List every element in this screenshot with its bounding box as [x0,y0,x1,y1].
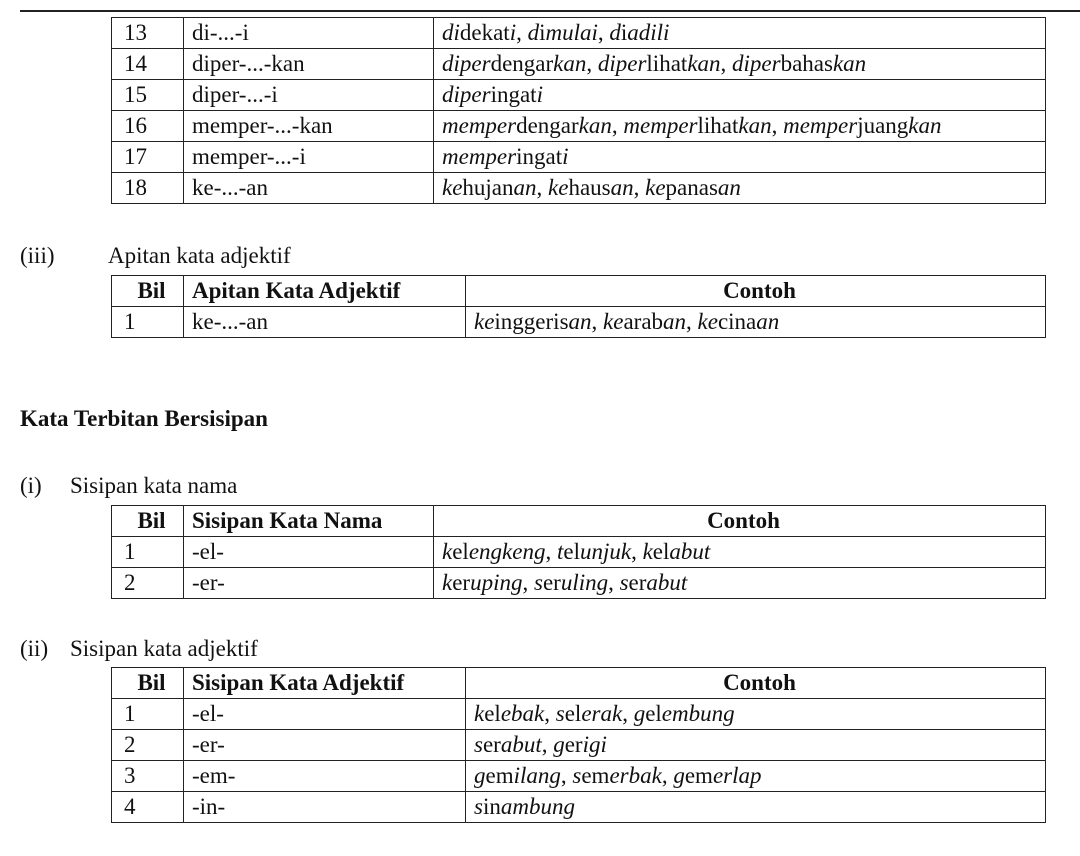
adjective-circumfix-table [111,275,1046,338]
row-affix: -er- [184,568,434,599]
word-root: arab [623,309,664,334]
word-affix-segment: an [568,309,592,334]
example-word [474,794,575,819]
header-affix: Sisipan Kata Nama [184,506,434,537]
row-number: 2 [112,568,184,599]
section-title-noun-infix: Sisipan kata nama [70,473,238,498]
example-word [474,309,592,334]
word-affix-segment: t [556,539,564,564]
example-word [556,701,622,726]
table-row [112,537,1046,568]
word-affix-segment: g [553,732,565,757]
row-affix: ke-...-an [184,173,434,204]
noun-infix-table [111,505,1046,599]
word-affix-segment: adili [627,20,670,45]
word-affix-segment: an [513,175,537,200]
word-affix-segment: memper [783,113,858,138]
word-affix-segment: engkeng [468,539,546,564]
example-word [609,20,669,45]
row-number: 2 [112,730,184,761]
row-number: 1 [112,537,184,568]
table-header-row [112,668,1046,699]
word-affix-segment: memper [623,113,698,138]
section-title-adjective-circumfix: Apitan kata adjektif [108,243,291,268]
row-affix: ke-...-an [184,307,466,338]
table-row [112,568,1046,599]
row-affix: diper-...-kan [184,49,434,80]
row-affix: -er- [184,730,466,761]
word-affix-segment: embung [661,701,735,726]
row-affix: -em- [184,761,466,792]
word-root: el [452,539,469,564]
word-root: panas [665,175,718,200]
word-affix-segment: diper [442,82,491,107]
word-affix-segment: kan [832,51,867,76]
word-affix-segment: ke [697,309,718,334]
word-affix-segment: g [474,763,486,788]
word-affix-segment: k [442,570,453,595]
example-word [673,763,761,788]
word-affix-segment: diper [732,51,781,76]
table-row [112,18,1046,49]
row-number: 4 [112,792,184,823]
word-affix-segment: d [609,20,621,45]
word-affix-segment: ambung [500,794,575,819]
section-title-adjective-infix: Sisipan kata adjektif [70,636,258,661]
example-word [442,82,543,107]
word-root: i [539,20,546,45]
example-word [783,113,941,138]
row-number: 1 [112,307,184,338]
word-root: er [542,570,561,595]
word-affix-segment: ke [603,309,624,334]
word-root: lihat [697,113,739,138]
word-affix-segment: kan [908,113,942,138]
row-examples [434,80,1046,111]
word-affix-segment: memper [442,113,517,138]
header-examples: Contoh [466,276,1046,307]
example-word [553,732,607,757]
word-affix-segment: s [474,732,483,757]
row-number: 16 [112,111,184,142]
example-word [442,113,612,138]
word-affix-segment: i [536,82,543,107]
row-affix: -el- [184,537,434,568]
word-affix-segment: s [572,763,582,788]
row-examples: memperdengarkan, memperlihatkan, memperjuangkan [434,111,1046,142]
word-affix-segment: s [555,701,565,726]
row-affix: diper-...-i [184,80,434,111]
example-word [603,309,686,334]
table-row [112,49,1046,80]
example-word [623,113,771,138]
word-affix-segment: abut [646,570,688,595]
word-affix-segment: s [533,570,543,595]
verb-circumfix-table [111,17,1046,204]
word-root: juang [857,113,909,138]
example-word [598,51,721,76]
word-affix-segment: diper [597,51,647,76]
word-affix-segment: an [663,309,687,334]
row-examples: keruping, seruling, serabut [434,568,1046,599]
row-affix: -in- [184,792,466,823]
row-affix: di-...-i [184,18,434,49]
row-examples: serabut, gerigi [466,730,1046,761]
row-number: 1 [112,699,184,730]
table-header-row [112,276,1046,307]
table-row [112,699,1046,730]
section-marker-iii: (iii) [20,243,55,268]
adjective-infix-table [111,667,1046,823]
word-root: er [564,732,583,757]
word-root: el [484,701,501,726]
word-root: lihat [646,51,688,76]
word-root: ingat [516,144,563,169]
example-word [643,539,711,564]
section-heading: Kata Terbitan Bersisipan [20,406,268,431]
table-row [112,111,1046,142]
word-affix-segment: i [562,144,569,169]
example-word [548,175,634,200]
word-affix-segment: an [610,175,634,200]
row-number: 3 [112,761,184,792]
word-root: inggeris [494,309,569,334]
header-bil: Bil [112,506,184,537]
word-affix-segment: kan [553,51,587,76]
word-affix-segment: k [442,539,453,564]
header-bil: Bil [112,668,184,699]
example-word [557,539,631,564]
word-root: er [482,732,501,757]
example-word [572,763,661,788]
word-affix-segment: ebak [500,701,545,726]
word-affix-segment: i [509,20,517,45]
example-word [528,20,598,45]
row-affix: memper-...-kan [184,111,434,142]
word-affix-segment: memper [442,144,517,169]
table-row [112,792,1046,823]
table-row [112,761,1046,792]
word-root: er [628,570,647,595]
row-number: 15 [112,80,184,111]
example-word [442,570,522,595]
word-root: em [485,763,514,788]
row-examples: gemilang, semerbak, gemerlap [466,761,1046,792]
word-affix-segment: ke [442,175,463,200]
row-examples [466,792,1046,823]
word-affix-segment: erlap [712,763,762,788]
word-affix-segment: ilang [513,763,561,788]
example-word [474,701,544,726]
table-row [112,173,1046,204]
section-marker-ii: (ii) [20,636,49,661]
word-root: em [581,763,610,788]
example-word [645,175,741,200]
top-rule [20,10,1080,12]
word-affix-segment: diper [442,51,491,76]
header-bil: Bil [112,276,184,307]
word-root: dekat [459,20,510,45]
row-examples [434,142,1046,173]
row-examples: didekati, dimulai, diadili [434,18,1046,49]
table-header-row [112,506,1046,537]
word-affix-segment: k [642,539,653,564]
word-root: em [684,763,713,788]
word-root: hujan [462,175,514,200]
word-root: el [564,701,582,726]
row-number: 17 [112,142,184,173]
word-affix-segment: unjuk [579,539,632,564]
row-number: 14 [112,49,184,80]
header-affix: Apitan Kata Adjektif [184,276,466,307]
word-affix-segment: kan [578,113,612,138]
example-word [698,309,780,334]
example-word [732,51,866,76]
word-root: dengar [516,113,579,138]
word-affix-segment: g [673,763,685,788]
word-root: cina [717,309,757,334]
header-affix: Sisipan Kata Adjektif [184,668,466,699]
table-row [112,80,1046,111]
word-root: haus [568,175,611,200]
example-word [442,20,516,45]
word-root: el [645,701,662,726]
example-word [634,701,735,726]
table-row [112,142,1046,173]
row-affix: -el- [184,699,466,730]
word-affix-segment: s [619,570,629,595]
example-word [474,732,542,757]
word-affix-segment: an [756,309,780,334]
word-affix-segment: erbak [609,763,662,788]
row-examples: kelengkeng, telunjuk, kelabut [434,537,1046,568]
example-word [620,570,688,595]
word-affix-segment: kan [738,113,772,138]
word-affix-segment: uling [560,570,609,595]
row-examples: kehujanan, kehausan, kepanasan [434,173,1046,204]
word-root: el [652,539,670,564]
example-word [442,144,568,169]
row-examples: keinggerisan, kearaban, kecinaan [466,307,1046,338]
word-root: dengar [490,51,554,76]
word-affix-segment: kan [687,51,721,76]
word-root: in [482,794,501,819]
example-word [442,51,586,76]
header-examples: Contoh [466,668,1046,699]
word-root: bahas [780,51,833,76]
header-examples: Contoh [434,506,1046,537]
word-affix-segment: mulai [545,20,598,45]
word-root: el [563,539,580,564]
word-affix-segment: d [527,20,540,45]
word-affix-segment: abut [500,732,542,757]
word-affix-segment: an [717,175,741,200]
word-affix-segment: uping [470,570,523,595]
word-affix-segment: ke [645,175,666,200]
table-row [112,730,1046,761]
row-examples: diperdengarkan, diperlihatkan, diperbahaskan [434,49,1046,80]
word-root: ingat [490,82,537,107]
row-examples: kelebak, selerak, gelembung [466,699,1046,730]
example-word [534,570,608,595]
example-word [474,763,561,788]
word-affix-segment: igi [582,732,607,757]
word-affix-segment: k [474,701,485,726]
word-affix-segment: erak [581,701,623,726]
table-row [112,307,1046,338]
word-root: er [452,570,471,595]
word-affix-segment: g [633,701,646,726]
word-affix-segment: ke [474,309,495,334]
row-number: 18 [112,173,184,204]
word-affix-segment: abut [669,539,711,564]
row-affix: memper-...-i [184,142,434,173]
example-word [442,539,545,564]
example-word [442,175,537,200]
word-root: i [620,20,628,45]
word-affix-segment: di [442,20,460,45]
word-affix-segment: ke [548,175,569,200]
row-number: 13 [112,18,184,49]
word-affix-segment: s [474,794,483,819]
section-marker-i: (i) [20,473,42,498]
